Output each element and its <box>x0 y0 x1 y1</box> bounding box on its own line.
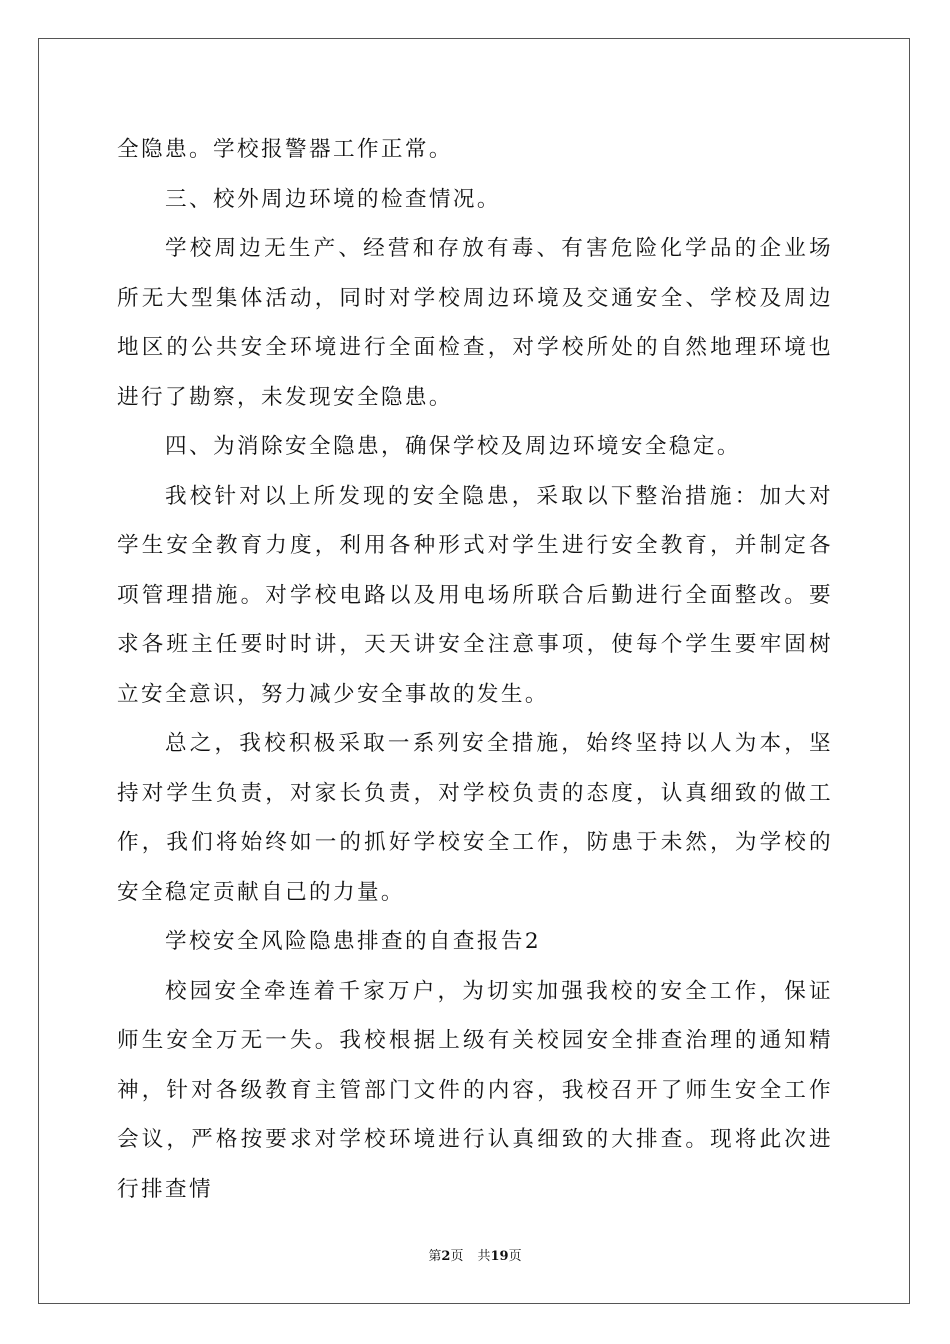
page-footer <box>0 1248 950 1266</box>
paragraph-conclusion: 总之，我校积极采取一系列安全措施，始终坚持以人为本，坚持对学生负责，对家长负责，对学校负责的态度，认真细致的做工作，我们将始终如一的抓好学校安全工作，防患于未然，为学校的安全稳定贡献自己的力量。 <box>117 731 833 905</box>
paragraph-continuation: 全隐患。学校报警器工作正常。 <box>117 137 453 162</box>
total-pages: 19 <box>490 1249 509 1264</box>
paragraph-surroundings: 学校周边无生产、经营和存放有毒、有害危险化学品的企业场所无大型集体活动，同时对学校周边环境及交通安全、学校及周边地区的公共安全环境进行全面检查，对学校所处的自然地理环境也进行了勘察，未发现安全隐患。 <box>117 236 833 410</box>
section-heading-4: 四、为消除安全隐患，确保学校及周边环境安全稳定。 <box>165 434 741 459</box>
document-body <box>117 125 833 1214</box>
paragraph-report-2-intro: 校园安全牵连着千家万户，为切实加强我校的安全工作，保证师生安全万无一失。我校根据上级有关校园安全排查治理的通知精神，针对各级教育主管部门文件的内容，我校召开了师生安全工作会议，严格按要求对学校环境进行认真细致的大排查。现将此次进行排查情 <box>117 978 833 1202</box>
page-suffix: 页 <box>450 1249 464 1264</box>
total-prefix: 共 <box>477 1249 491 1264</box>
total-suffix: 页 <box>508 1249 522 1264</box>
report-title-2: 学校安全风险隐患排查的自查报告2 <box>165 929 542 954</box>
page-number: 2 <box>441 1249 451 1264</box>
page-prefix: 第 <box>428 1249 442 1264</box>
section-heading-3: 三、校外周边环境的检查情况。 <box>165 186 501 212</box>
paragraph-measures: 我校针对以上所发现的安全隐患，采取以下整治措施：加大对学生安全教育力度，利用各种形式对学生进行安全教育，并制定各项管理措施。对学校电路以及用电场所联合后勤进行全面整改。要求各班主任要时时讲，天天讲安全注意事项，使每个学生要牢固树立安全意识，努力减少安全事故的发生。 <box>117 483 833 707</box>
